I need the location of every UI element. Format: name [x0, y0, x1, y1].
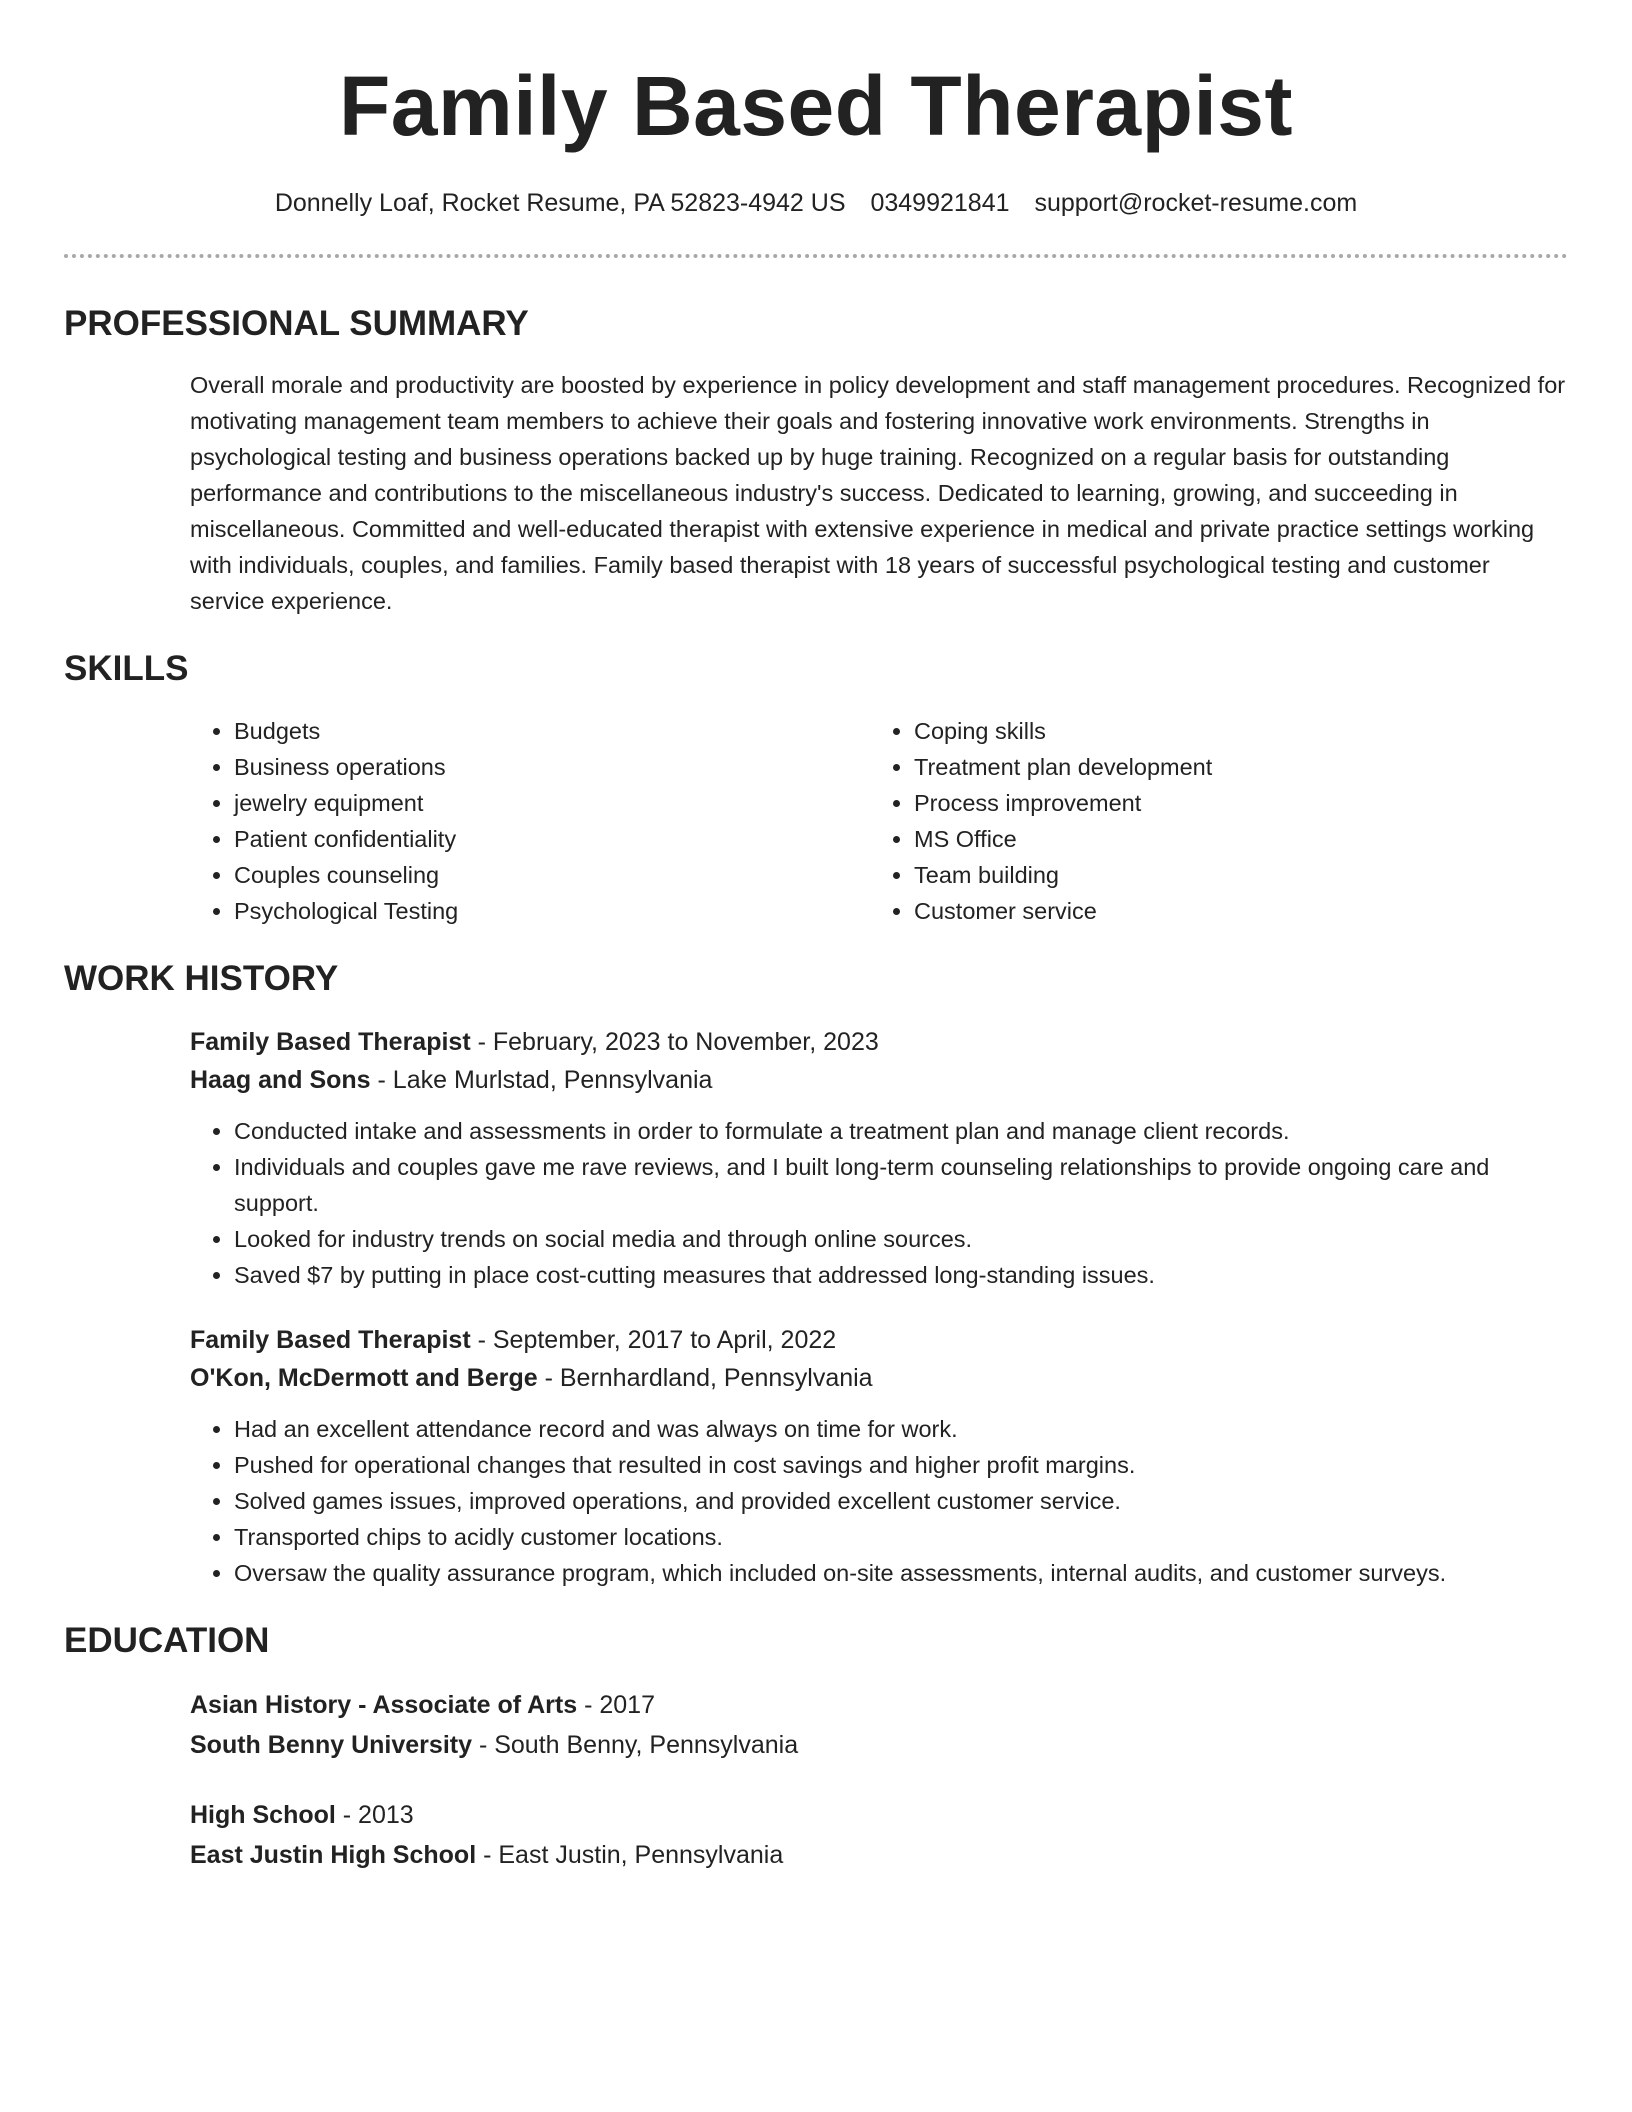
education-degree: Asian History - Associate of Arts [190, 1691, 578, 1719]
job-entry [190, 1321, 1568, 1591]
skill-item: • Couples counseling [234, 857, 872, 893]
contact-phone: 0349921841 [870, 189, 1010, 217]
job-bullet: • Pushed for operational changes that resulted in cost savings and higher profit margins. [234, 1447, 1568, 1483]
skill-item: • Business operations [234, 749, 872, 785]
skills-column-left [190, 713, 872, 929]
job-company: O'Kon, McDermott and Berge [190, 1364, 538, 1392]
job-bullet: • Saved $7 by putting in place cost-cutting measures that addressed long-standing issues. [234, 1257, 1568, 1293]
job-location: - Bernhardland, Pennsylvania [537, 1364, 873, 1392]
skills-heading: SKILLS [64, 649, 189, 688]
education-school-line [190, 1835, 1568, 1875]
skill-item: • Psychological Testing [234, 893, 872, 929]
skill-item: • MS Office [914, 821, 1552, 857]
summary-heading: PROFESSIONAL SUMMARY [64, 304, 529, 343]
contact-line [64, 186, 1568, 220]
skill-item: • Budgets [234, 713, 872, 749]
job-bullet: • Had an excellent attendance record and was always on time for work. [234, 1411, 1568, 1447]
education-heading: EDUCATION [64, 1621, 270, 1660]
job-dates: - September, 2017 to April, 2022 [470, 1326, 837, 1354]
work-history-heading: WORK HISTORY [64, 959, 339, 998]
job-role: Family Based Therapist [190, 1326, 471, 1354]
skill-item: • jewelry equipment [234, 785, 872, 821]
job-company: Haag and Sons [190, 1066, 371, 1094]
job-bullets [190, 1411, 1568, 1591]
education-degree: High School [190, 1801, 336, 1829]
job-bullet: • Oversaw the quality assurance program, which included on-site assessments, internal audits, and customer surveys. [234, 1555, 1568, 1591]
education-location: - East Justin, Pennsylvania [476, 1841, 784, 1869]
education-entry [190, 1685, 1568, 1765]
education-location: - South Benny, Pennsylvania [472, 1731, 799, 1759]
education-year: - 2017 [577, 1691, 655, 1719]
job-entry [190, 1023, 1568, 1293]
education-school-line [190, 1725, 1568, 1765]
job-bullet: • Transported chips to acidly customer locations. [234, 1519, 1568, 1555]
skill-item: • Process improvement [914, 785, 1552, 821]
job-bullet: • Individuals and couples gave me rave reviews, and I built long-term counseling relationships to provide ongoing care and support. [234, 1149, 1568, 1221]
skill-item: • Treatment plan development [914, 749, 1552, 785]
job-title-line [190, 1023, 1568, 1061]
summary-text: Overall morale and productivity are boosted by experience in policy development and staff management procedures. Recognized for motivating management team members to achieve their goals and fostering innovative work environments. Strengths in psychological testing and business operations backed up by huge training. Recognized on a regular basis for outstanding performance and contributions to the miscellaneous industry's success. Dedicated to learning, growing, and succeeding in miscellaneous. Committed and well-educated therapist with extensive experience in medical and private practice settings working with individuals, couples, and families. Family based therapist with 18 years of successful psychological testing and customer service experience. [190, 372, 1566, 614]
job-bullets [190, 1113, 1568, 1293]
resume-name: Family Based Therapist [339, 59, 1293, 153]
skill-item: • Team building [914, 857, 1552, 893]
job-bullet: • Solved games issues, improved operations, and provided excellent customer service. [234, 1483, 1568, 1519]
job-company-line [190, 1359, 1568, 1397]
education-degree-line [190, 1795, 1568, 1835]
skill-item: • Customer service [914, 893, 1552, 929]
skills-list [190, 713, 1568, 929]
job-location: - Lake Murlstad, Pennsylvania [370, 1066, 713, 1094]
skill-item: • Patient confidentiality [234, 821, 872, 857]
education-entry [190, 1795, 1568, 1875]
job-dates: - February, 2023 to November, 2023 [470, 1028, 879, 1056]
header-divider [64, 254, 1568, 258]
education-school: East Justin High School [190, 1841, 477, 1869]
education-year: - 2013 [335, 1801, 414, 1829]
skills-column-right [872, 713, 1552, 929]
education-degree-line [190, 1685, 1568, 1725]
job-role: Family Based Therapist [190, 1028, 471, 1056]
contact-address: Donnelly Loaf, Rocket Resume, PA 52823-4942 US [274, 189, 846, 217]
job-bullet: • Conducted intake and assessments in order to formulate a treatment plan and manage client records. [234, 1113, 1568, 1149]
education-school: South Benny University [190, 1731, 472, 1759]
skill-item: • Coping skills [914, 713, 1552, 749]
job-company-line [190, 1061, 1568, 1099]
contact-email: support@rocket-resume.com [1034, 189, 1358, 217]
job-title-line [190, 1321, 1568, 1359]
job-bullet: • Looked for industry trends on social media and through online sources. [234, 1221, 1568, 1257]
